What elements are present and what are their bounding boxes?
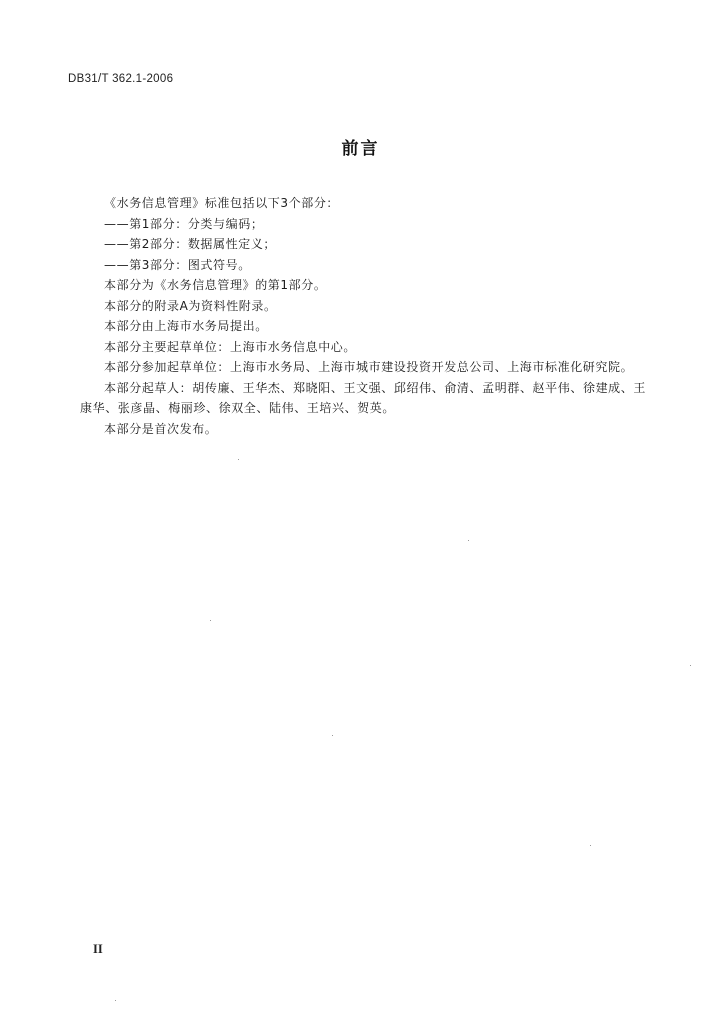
page-title: 前言 [341,139,380,159]
scan-speck [468,540,469,541]
scan-speck [238,459,239,460]
paragraph-appendix: 本部分的附录A为资料性附录。 [104,298,277,313]
paragraph-participating-drafters: 本部分参加起草单位：上海市水务局、上海市城市建设投资开发总公司、上海市标准化研究院。 [104,360,634,374]
scan-speck [115,1000,116,1001]
scan-speck [590,845,591,846]
paragraph-proposed-by: 本部分由上海市水务局提出。 [104,319,268,333]
paragraph-part-1: ——第1部分：分类与编码； [104,216,264,231]
paragraph-main-drafter: 本部分主要起草单位：上海市水务信息中心。 [104,339,357,354]
page-number: II [93,942,103,956]
paragraph-this-part: 本部分为《水务信息管理》的第1部分。 [104,278,327,292]
paragraph-drafters: 本部分起草人：胡传廉、王华杰、郑晓阳、王文强、邱绍伟、俞清、孟明群、赵平伟、徐建成、王康华、张彦晶、梅丽珍、徐双全、陆伟、王培兴、贺英。 [80,380,646,415]
scan-speck [332,735,333,736]
scan-speck [690,665,691,666]
standard-number: DB31/T 362.1-2006 [68,73,174,85]
scan-speck [210,620,211,621]
paragraph-parts-intro: 《水务信息管理》标准包括以下3个部分： [104,196,340,210]
paragraph-first-release: 本部分是首次发布。 [104,421,218,436]
paragraph-part-2: ——第2部分：数据属性定义； [104,237,277,251]
paragraph-part-3: ——第3部分：图式符号。 [104,257,251,272]
foreword-body [80,193,646,439]
